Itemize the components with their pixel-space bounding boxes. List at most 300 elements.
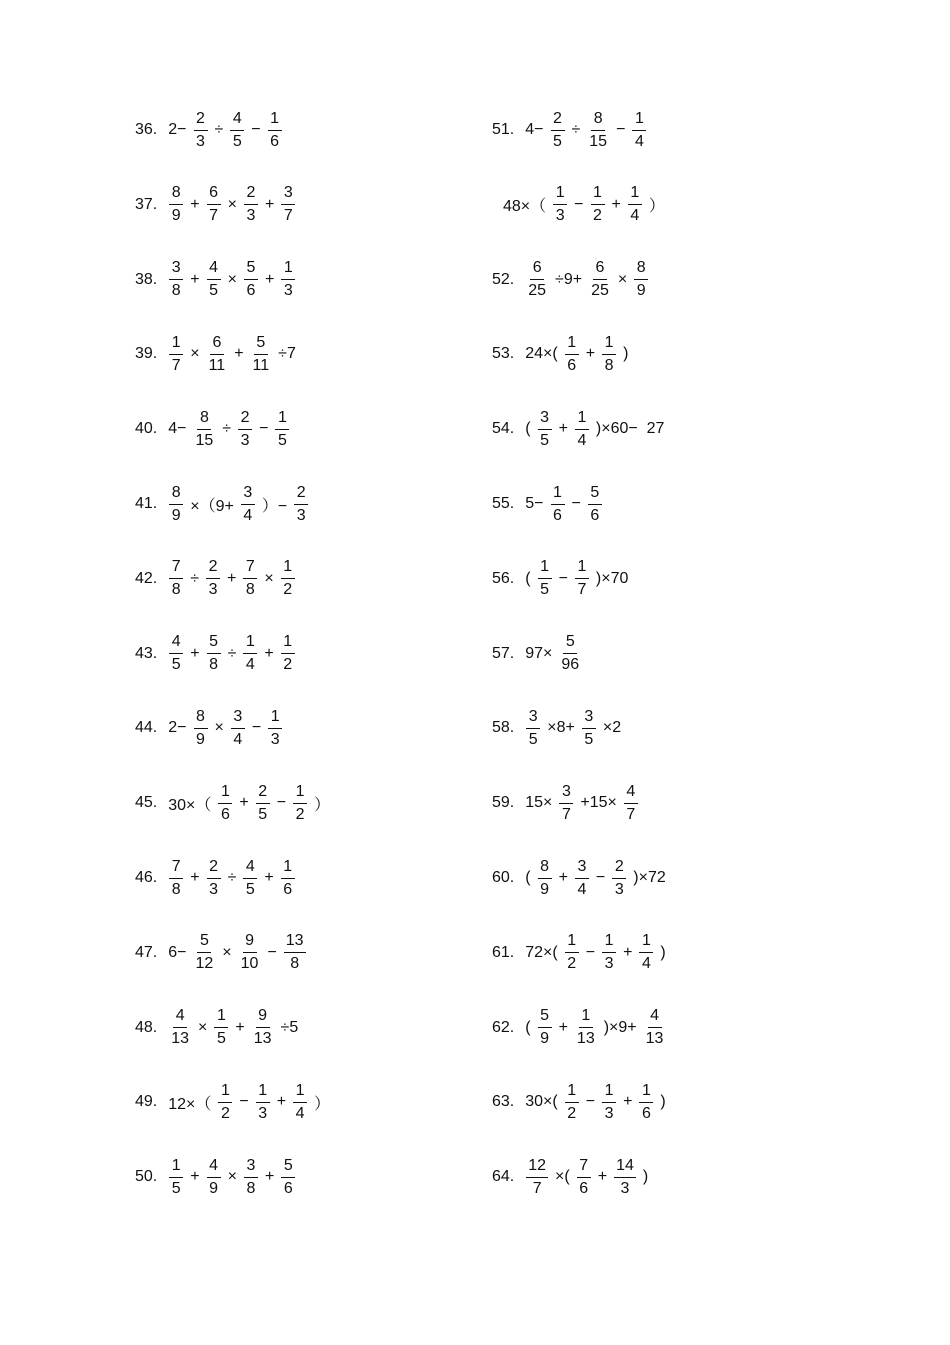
fraction-denominator: 7 [171,356,181,374]
fraction [589,260,611,299]
fraction [526,1158,548,1197]
fraction-denominator: 5 [553,132,562,150]
expression-text: + [264,869,274,886]
fraction-denominator: 3 [604,955,614,973]
fraction-numerator: 1 [575,559,589,579]
expression-text: 72×( [525,943,558,961]
fraction [194,410,216,449]
fraction [214,1008,228,1047]
fraction-denominator: 6 [553,506,562,524]
fraction-numerator: 5 [197,933,211,953]
fraction [612,859,626,898]
fraction-numerator: 1 [538,559,552,579]
fraction [169,260,183,299]
fraction-numerator: 7 [169,559,183,579]
expression-text: 4− [525,121,544,138]
expression-text: 6− [168,943,187,961]
fraction [634,260,648,299]
fraction [293,1083,307,1122]
expression-text: × [214,719,224,737]
fraction-numerator: 1 [602,933,616,953]
expression-text: − [267,943,277,961]
fraction-numerator: 1 [575,410,589,430]
fraction-denominator: 3 [614,880,624,898]
fraction [602,1083,616,1122]
fraction [207,634,221,673]
problem-item [492,175,668,235]
expression-text: × [264,569,274,587]
fraction [565,933,579,972]
fraction [244,1158,258,1197]
problem-number: 53. [492,345,515,363]
fraction [551,485,565,524]
fraction-denominator: 25 [528,282,547,300]
fraction [559,784,573,823]
expression-text: )×70 [595,569,629,587]
math-expression [165,485,312,524]
expression-text: ×( [555,1168,570,1186]
fraction-numerator: 1 [281,859,295,879]
fraction [281,634,295,673]
fraction [644,1008,666,1047]
fraction-numerator: 3 [169,260,183,280]
fraction-denominator: 3 [296,506,306,524]
fraction-denominator: 4 [577,431,587,449]
problem-item [135,399,293,459]
math-expression [522,1083,668,1122]
problem-item [135,848,299,908]
fraction-numerator: 3 [526,709,540,729]
fraction-numerator: 2 [256,784,270,804]
fraction-denominator: 6 [283,1179,293,1197]
fraction-denominator: 2 [295,805,305,823]
expression-text: +15× [580,794,617,812]
fraction [169,485,183,524]
fraction [565,335,579,374]
fraction-denominator: 9 [540,880,550,898]
fraction-denominator: 2 [593,207,602,225]
fraction [252,1008,274,1047]
fraction-denominator: 6 [567,356,577,374]
fraction [624,784,638,823]
expression-text: ) [623,345,629,363]
expression-text: 5− [525,495,544,512]
problem-number: 36. [135,121,158,138]
fraction-numerator: 8 [591,111,605,131]
fraction-denominator: 9 [209,1179,219,1197]
fraction [218,1083,232,1122]
fraction [632,111,646,150]
fraction-denominator: 7 [209,207,219,225]
fraction-numerator: 3 [582,709,596,729]
math-expression [522,335,631,374]
problem-item [135,998,301,1058]
expression-text: − [585,943,596,961]
fraction-denominator: 15 [589,132,608,150]
expression-text: ) [660,1093,666,1111]
problem-number: 42. [135,569,158,587]
fraction [169,335,183,374]
fraction-denominator: 3 [208,581,218,599]
fraction [194,933,216,972]
fraction-numerator: 4 [624,784,638,804]
fraction-numerator: 5 [563,634,577,654]
fraction [207,185,221,224]
fraction-numerator: 1 [579,1008,593,1028]
expression-text: + [227,569,237,587]
problem-item [492,698,624,758]
fraction [526,260,548,299]
fraction [628,185,642,224]
problem-item [492,923,669,983]
fraction [256,784,270,823]
fraction-denominator: 5 [277,431,287,449]
fraction [281,859,295,898]
fraction-denominator: 3 [283,282,293,300]
expression-text: + [558,1018,568,1036]
fraction-numerator: 4 [648,1008,662,1028]
expression-text: 30×( [525,1093,558,1111]
fraction-denominator: 5 [171,1179,181,1197]
math-expression [165,559,298,598]
fraction [565,1083,579,1122]
fraction-denominator: 8 [171,581,181,599]
expression-text: + [585,345,596,363]
expression-text: + [597,1168,608,1186]
problem-number: 38. [135,270,158,288]
fraction-numerator: 2 [238,410,252,430]
fraction [293,784,307,823]
fraction [281,260,295,299]
expression-text: ÷7 [278,345,296,363]
fraction-denominator: 4 [243,506,253,524]
fraction-numerator: 5 [281,1158,295,1178]
problem-number: 47. [135,943,158,961]
expression-text: ÷ [571,121,581,138]
problem-number: 44. [135,719,158,737]
problem-item [492,549,631,609]
expression-text: + [623,943,633,961]
problem-number: 52. [492,270,515,288]
fraction [169,559,183,598]
problem-item [135,175,299,235]
fraction [275,410,289,449]
fraction-denominator: 5 [245,880,255,898]
expression-text: ÷ [227,644,237,662]
problem-item [492,399,667,459]
problem-number: 40. [135,420,158,438]
expression-text: 2− [168,719,187,737]
fraction-numerator: 1 [169,1158,183,1178]
fraction [526,709,540,748]
math-expression [165,410,293,449]
expression-text: 24×( [525,345,558,363]
fraction-denominator: 4 [630,207,640,225]
fraction-denominator: 6 [220,805,230,823]
math-expression [165,784,333,823]
expression-text: )×60− 27 [595,420,665,438]
fraction-numerator: 1 [218,784,232,804]
fraction [243,559,257,598]
expression-text: + [190,195,200,213]
fraction-numerator: 1 [639,933,653,953]
fraction-numerator: 5 [207,634,221,654]
expression-text: ×2 [602,719,622,737]
expression-text: ÷ [190,569,200,587]
fraction [207,260,221,299]
expression-text: × [227,1168,237,1186]
expression-text: 12×（ [168,1095,212,1113]
fraction-denominator: 9 [196,730,205,748]
problem-number: 63. [492,1093,515,1111]
fraction [538,410,552,449]
expression-text: + [264,195,275,213]
fraction-denominator: 5 [540,431,550,449]
expression-text: − [558,569,568,587]
fraction [602,335,616,374]
fraction-denominator: 3 [246,207,256,225]
problem-item [492,998,669,1058]
fraction-numerator: 1 [602,1083,616,1103]
expression-text: + [276,1093,287,1111]
fraction-numerator: 1 [268,709,282,729]
problem-item [492,324,631,384]
expression-text: × [227,270,237,288]
math-expression [522,634,585,673]
fraction-numerator: 1 [293,784,307,804]
fraction-denominator: 3 [209,880,219,898]
problem-item [492,250,652,310]
fraction-numerator: 4 [207,260,221,280]
problem-number: 46. [135,869,158,886]
fraction-numerator: 6 [593,260,607,280]
math-expression [165,1008,301,1047]
expression-text: )×72 [633,869,666,886]
fraction-denominator: 7 [532,1179,542,1197]
problem-number: 49. [135,1093,158,1111]
fraction-numerator: 9 [243,933,257,953]
math-expression [522,1008,669,1047]
expression-text: + [190,644,200,662]
fraction [207,1158,221,1197]
math-expression [522,485,606,524]
fraction-numerator: 6 [530,260,544,280]
problem-item [135,923,310,983]
fraction-denominator: 6 [590,506,600,524]
fraction-numerator: 8 [194,709,208,729]
fraction-numerator: 1 [632,111,646,131]
fraction-denominator: 12 [195,955,214,973]
expression-text: )×9+ [603,1018,637,1036]
problem-item [135,324,299,384]
fraction-numerator: 4 [243,859,257,879]
fraction [582,709,596,748]
fraction [206,559,220,598]
math-expression [522,1158,651,1197]
expression-text: + [623,1093,633,1111]
math-expression [165,634,298,673]
math-expression [165,335,299,374]
fraction-denominator: 3 [258,1104,268,1122]
fraction [268,111,282,150]
fraction-numerator: 1 [639,1083,653,1103]
fraction-denominator: 2 [283,581,293,599]
fraction-denominator: 3 [604,1104,614,1122]
problem-number: 56. [492,569,515,587]
fraction [614,1158,636,1197]
expression-text: × [222,943,232,961]
expression-text: + [558,869,568,886]
fraction-numerator: 1 [275,410,289,430]
fraction-denominator: 3 [555,207,565,225]
fraction [169,1158,183,1197]
expression-text: ( [525,1018,531,1036]
expression-text: ) [660,943,666,961]
fraction [639,1083,653,1122]
fraction-denominator: 8 [604,356,614,374]
fraction-numerator: 1 [281,559,295,579]
fraction-denominator: 4 [577,880,587,898]
fraction-denominator: 4 [641,955,651,973]
expression-text: − [616,121,626,138]
fraction [169,634,183,673]
fraction [169,859,183,898]
fraction-numerator: 2 [551,111,565,131]
fraction-denominator: 8 [290,955,300,973]
fraction-numerator: 1 [628,185,642,205]
problem-number: 37. [135,195,158,213]
fraction [577,1158,591,1197]
fraction-denominator: 2 [220,1104,230,1122]
problem-number: 62. [492,1018,515,1036]
fraction-denominator: 6 [270,132,280,150]
expression-text: ）− [261,497,288,515]
fraction [268,709,282,748]
expression-text: − [276,794,287,812]
fraction-numerator: 1 [169,335,183,355]
expression-text: − [251,121,261,138]
fraction [169,1008,191,1047]
fraction [294,485,308,524]
problem-item [492,1147,651,1207]
problem-number: 60. [492,869,515,886]
fraction [194,111,208,150]
expression-text: ( [525,569,531,587]
fraction-denominator: 5 [258,805,268,823]
fraction [538,1008,552,1047]
problem-item [135,549,299,609]
expression-text: + [234,345,244,363]
math-expression [165,185,299,224]
fraction [602,933,616,972]
fraction-denominator: 7 [283,207,293,225]
fraction-numerator: 1 [551,485,565,505]
problem-number: 64. [492,1168,515,1186]
fraction-denominator: 8 [171,282,181,300]
problem-item [135,250,299,310]
fraction [553,185,567,224]
math-expression [165,111,285,150]
fraction-numerator: 7 [243,559,257,579]
fraction-denominator: 7 [577,581,587,599]
fraction-numerator: 3 [241,485,255,505]
math-expression [522,111,650,150]
fraction [639,933,653,972]
fraction-numerator: 3 [538,410,552,430]
math-expression [165,709,286,748]
fraction [207,859,221,898]
fraction [239,933,261,972]
fraction-denominator: 15 [195,431,214,449]
fraction-numerator: 2 [244,185,258,205]
fraction-numerator: 1 [214,1008,228,1028]
fraction-numerator: 3 [559,784,573,804]
fraction-numerator: 5 [254,335,268,355]
fraction [207,335,228,374]
math-expression [522,784,642,823]
problem-number: 58. [492,719,515,737]
math-expression [165,260,299,299]
problem-number: 45. [135,794,158,812]
fraction [575,1008,597,1047]
math-expression [522,559,631,598]
fraction [243,634,257,673]
fraction-numerator: 2 [612,859,626,879]
fraction-denominator: 8 [245,581,255,599]
math-expression [522,933,668,972]
expression-text: − [595,869,606,886]
fraction-denominator: 9 [636,282,646,300]
expression-text: 48×（ [503,198,547,216]
fraction-numerator: 3 [575,859,589,879]
fraction-numerator: 4 [169,634,183,654]
fraction [281,559,295,598]
fraction [591,185,605,224]
expression-text: ×（9+ [190,497,234,515]
fraction-numerator: 3 [281,185,295,205]
fraction-denominator: 5 [171,656,181,674]
expression-text: − [251,719,262,737]
problem-item [135,773,333,833]
fraction [587,111,609,150]
problem-item [135,698,286,758]
problem-number: 51. [492,121,515,138]
fraction [284,933,306,972]
expression-text: + [264,270,275,288]
problem-number: 41. [135,495,158,512]
expression-text: 97× [525,644,553,662]
fraction [218,784,232,823]
problem-item [492,624,585,684]
fraction-denominator: 13 [253,1030,272,1048]
problem-number: 61. [492,943,515,961]
problem-number: 57. [492,644,515,662]
expression-text: 2− [168,121,187,138]
fraction-denominator: 25 [591,282,609,300]
fraction-denominator: 2 [283,656,293,674]
fraction-denominator: 4 [295,1104,305,1122]
expression-text: + [190,1168,200,1186]
problem-number: 39. [135,345,158,363]
problem-item [135,474,312,534]
fraction [538,859,552,898]
expression-text: ） [314,1095,331,1113]
fraction [256,1083,270,1122]
fraction-numerator: 8 [197,410,211,430]
fraction-denominator: 5 [216,1030,226,1048]
fraction-denominator: 2 [567,955,577,973]
expression-text: × [190,345,200,363]
